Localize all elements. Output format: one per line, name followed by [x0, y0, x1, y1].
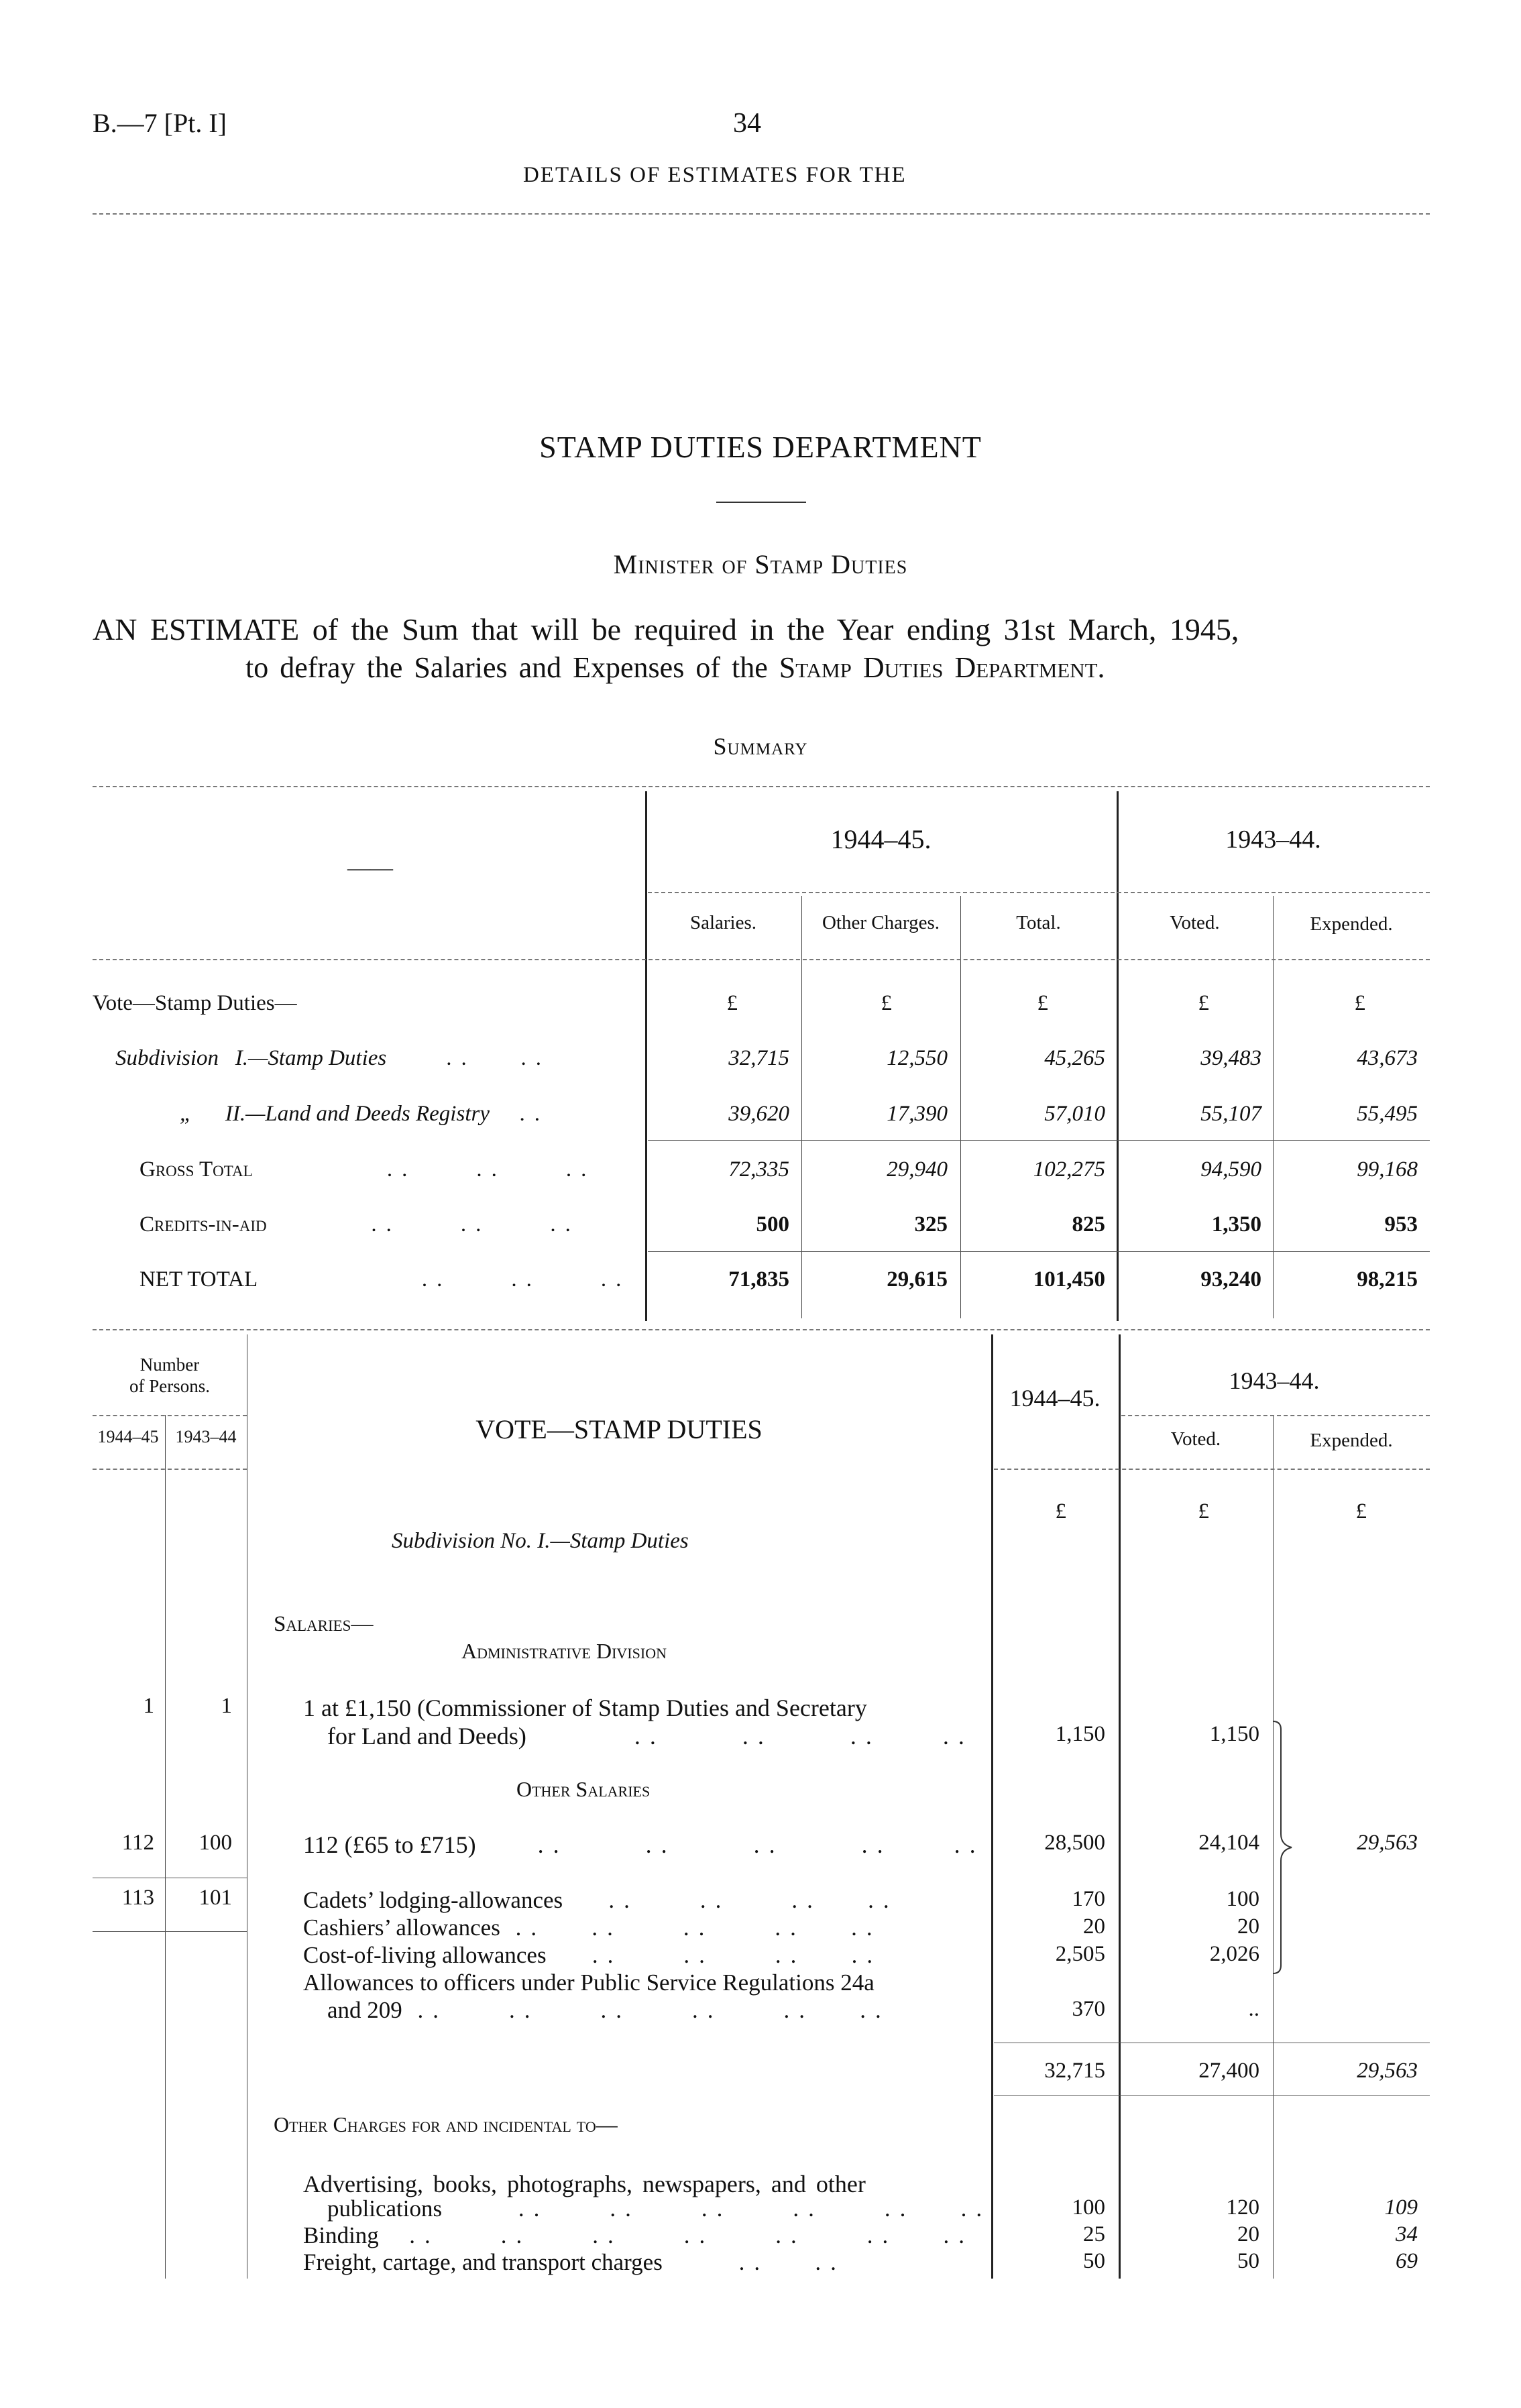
summary-cell: 39,483 — [1200, 1046, 1261, 1070]
vote-psr-voted: .. — [1248, 1997, 1259, 2021]
vote-currency-expended: £ — [1355, 1499, 1367, 1524]
summary-cell: 29,940 — [887, 1157, 948, 1182]
summary-gross-label: Gross Total — [139, 1157, 253, 1182]
vote-commissioner-line-1: 1 at £1,150 (Commissioner of Stamp Duties and Secretary — [303, 1695, 867, 1721]
vote-other-label-text: 112 (£65 to £715) — [303, 1831, 476, 1858]
title-rule — [716, 502, 806, 503]
minister-heading: Minister of Stamp Duties — [613, 549, 908, 579]
vote-col-year: 1944–45. — [1009, 1385, 1101, 1412]
summary-currency-other: £ — [881, 991, 892, 1015]
vote-charge-voted: 120 — [1226, 2195, 1259, 2220]
summary-row-label: Subdivision I.—Stamp Duties .. .. — [115, 1046, 551, 1070]
page-title: STAMP DUTIES DEPARTMENT — [539, 430, 982, 464]
vote-persons-p2: 100 — [199, 1831, 232, 1855]
vote-persons-p1: 1 — [143, 1694, 154, 1718]
vote-vline-est — [1119, 1334, 1121, 2279]
vote-subtotal-est: 32,715 — [1044, 2059, 1105, 2083]
summary-cell: 325 — [914, 1212, 948, 1237]
vote-commissioner-voted: 1,150 — [1209, 1722, 1259, 1746]
summary-row-label-b: I.—Stamp Duties — [235, 1046, 387, 1070]
summary-net-label: NET TOTAL — [139, 1267, 258, 1292]
vote-col-voted: Voted. — [1170, 1428, 1221, 1450]
summary-col-total: Total. — [1016, 912, 1061, 933]
vote-allowance-voted: 2,026 — [1209, 1942, 1259, 1966]
summary-cell: 43,673 — [1357, 1046, 1418, 1070]
vote-subtotal-voted: 27,400 — [1198, 2059, 1259, 2083]
summary-cell: 98,215 — [1357, 1267, 1418, 1292]
vote-charge-est: 100 — [1072, 2195, 1105, 2220]
vote-charge-est: 25 — [1083, 2222, 1105, 2246]
vote-prev-rule — [1121, 1415, 1430, 1416]
vote-psr-line-1: Allowances to officers under Public Service Regulations 24a — [303, 1969, 875, 1996]
vote-persons-p2: 1 — [221, 1694, 232, 1718]
summary-sub-rule — [648, 892, 1430, 893]
summary-row-label: Credits-in-aid .. .. .. — [139, 1212, 580, 1237]
vote-currency-est: £ — [1055, 1499, 1066, 1524]
summary-head-rule — [93, 959, 1430, 960]
vote-persons-heading-2: of Persons. — [129, 1376, 210, 1396]
summary-heading: Summary — [713, 733, 808, 760]
summary-cell: 1,350 — [1211, 1212, 1261, 1237]
summary-col-voted: Voted. — [1170, 912, 1220, 933]
vote-vline-p-mid — [165, 1415, 166, 2279]
summary-col-other: Other Charges. — [822, 912, 940, 933]
summary-stub-dash: —— — [347, 856, 393, 880]
vote-charge-expended: 34 — [1396, 2222, 1418, 2246]
vote-charge-est: 50 — [1083, 2249, 1105, 2273]
summary-cell: 99,168 — [1357, 1157, 1418, 1182]
vote-persons-p2: 101 — [199, 1886, 232, 1910]
vote-col-p1: 1944–45 — [97, 1427, 159, 1446]
vote-charge-label-2-text: publications — [327, 2195, 443, 2222]
vote-allowance-label: Cadets’ lodging-allowances .. .. .. .. — [303, 1887, 899, 1913]
intro-line-2-prefix: to defray the Salaries and Expenses of the — [245, 651, 779, 684]
summary-cell: 55,107 — [1200, 1102, 1261, 1126]
summary-gross-rule — [648, 1140, 1430, 1141]
summary-currency-voted: £ — [1198, 991, 1209, 1015]
summary-cell: 12,550 — [887, 1046, 948, 1070]
vote-commissioner-line-2-text: for Land and Deeds) — [327, 1723, 526, 1750]
vote-commissioner-est: 1,150 — [1055, 1722, 1105, 1746]
summary-row-label: „ II.—Land and Deeds Registry .. — [180, 1102, 549, 1126]
vote-persons-head-rule — [93, 1469, 247, 1470]
vote-col-p2: 1943–44 — [175, 1427, 237, 1446]
summary-cell: 825 — [1072, 1212, 1105, 1237]
vote-charge-voted: 20 — [1237, 2222, 1259, 2246]
vote-allowance-text: Cashiers’ allowances — [303, 1914, 500, 1941]
summary-net-rule — [648, 1251, 1430, 1252]
vote-charge-expended: 109 — [1384, 2195, 1418, 2220]
summary-cell: 39,620 — [728, 1102, 789, 1126]
summary-cell: 953 — [1384, 1212, 1418, 1237]
summary-cell: 29,615 — [887, 1267, 948, 1292]
vote-allowance-text: Cadets’ lodging-allowances — [303, 1887, 563, 1913]
summary-cell: 45,265 — [1044, 1046, 1105, 1070]
summary-cell: 71,835 — [728, 1267, 789, 1292]
vote-subdivision: Subdivision No. I.—Stamp Duties — [392, 1529, 689, 1553]
summary-top-rule — [93, 786, 1430, 787]
vote-heading: VOTE—STAMP DUTIES — [475, 1414, 763, 1444]
vote-allowance-label: Cashiers’ allowances .. .. .. .. .. — [303, 1914, 882, 1941]
summary-col-expended: Expended. — [1310, 913, 1393, 935]
summary-bottom-rule — [93, 1329, 1430, 1330]
page-number: 34 — [733, 108, 761, 139]
vote-other-est: 28,500 — [1044, 1831, 1105, 1855]
vote-other-charges-heading: Other Charges for and incidental to— — [274, 2112, 618, 2136]
vote-allowance-est: 20 — [1083, 1914, 1105, 1939]
vote-charge-label-text: Freight, cartage, and transport charges — [303, 2249, 663, 2275]
vote-allowance-est: 170 — [1072, 1887, 1105, 1911]
summary-currency-expended: £ — [1354, 991, 1365, 1015]
summary-row-label: Gross Total .. .. .. — [139, 1157, 596, 1182]
intro-line-2-dept: Stamp Duties Department. — [779, 651, 1105, 684]
vote-other-voted: 24,104 — [1198, 1831, 1259, 1855]
vote-psr-line-2-text: and 209 — [327, 1997, 402, 2023]
summary-vote-label: Vote—Stamp Duties— — [93, 991, 297, 1015]
summary-row-label-a: „ — [180, 1102, 192, 1126]
summary-row-label-a: Subdivision — [115, 1046, 219, 1070]
summary-col-prev: 1943–44. — [1225, 825, 1321, 854]
summary-cell: 17,390 — [887, 1102, 948, 1126]
vote-allowance-text: Cost-of-living allowances — [303, 1942, 547, 1968]
summary-col-year: 1944–45. — [830, 824, 932, 854]
vote-allowance-est: 2,505 — [1055, 1942, 1105, 1966]
summary-cell: 57,010 — [1044, 1102, 1105, 1126]
vote-col-expended: Expended. — [1310, 1430, 1393, 1451]
intro-line-2 — [245, 650, 1105, 685]
summary-row-label-b: II.—Land and Deeds Registry — [225, 1102, 490, 1126]
vote-charge-label-text: Binding — [303, 2222, 379, 2248]
vote-psr-est: 370 — [1072, 1997, 1105, 2021]
vote-allowance-voted: 100 — [1226, 1887, 1259, 1911]
summary-cell: 500 — [756, 1212, 789, 1237]
vote-head-rule — [994, 1469, 1430, 1470]
summary-currency-total: £ — [1037, 991, 1048, 1015]
summary-row-label: NET TOTAL .. .. .. — [139, 1267, 631, 1292]
vote-charge-label: Freight, cartage, and transport charges .. .. — [303, 2249, 846, 2275]
vote-other-salaries: Other Salaries — [516, 1777, 651, 1801]
vote-other-label: 112 (£65 to £715) .. .. .. .. .. — [303, 1831, 985, 1858]
vote-persons-rule — [93, 1415, 247, 1416]
vote-subtotal-expended: 29,563 — [1357, 2059, 1418, 2083]
vote-allowance-label: Cost-of-living allowances .. .. .. .. — [303, 1942, 883, 1968]
summary-cell: 101,450 — [1033, 1267, 1105, 1292]
summary-credits-label: Credits-in-aid — [139, 1212, 267, 1237]
vote-subtotal-rule-2 — [994, 2095, 1430, 2096]
summary-cell: 72,335 — [728, 1157, 789, 1182]
vote-bracket-expended: 29,563 — [1357, 1831, 1418, 1855]
vote-charge-label: Advertising, books, photographs, newspapers, and other — [303, 2171, 866, 2197]
summary-cell: 55,495 — [1357, 1102, 1418, 1126]
vote-commissioner-line-2: for Land and Deeds) .. .. .. .. — [327, 1723, 974, 1750]
summary-cell: 94,590 — [1200, 1157, 1261, 1182]
summary-cell: 93,240 — [1200, 1267, 1261, 1292]
header-rule — [93, 213, 1430, 215]
vote-allowance-voted: 20 — [1237, 1914, 1259, 1939]
vote-salaries-heading: Salaries— — [274, 1612, 374, 1636]
summary-col-salaries: Salaries. — [689, 912, 757, 933]
summary-currency-salaries: £ — [726, 991, 738, 1015]
vote-currency-voted: £ — [1198, 1499, 1209, 1524]
vote-persons-heading-1: Number — [139, 1355, 200, 1375]
vote-charge-expended: 69 — [1396, 2249, 1418, 2273]
vote-persons-p1: 112 — [121, 1831, 154, 1855]
vote-col-prev: 1943–44. — [1229, 1367, 1320, 1394]
vote-charge-voted: 50 — [1237, 2249, 1259, 2273]
summary-cell: 32,715 — [728, 1046, 789, 1070]
running-title: DETAILS OF ESTIMATES FOR THE — [523, 163, 907, 187]
vote-psr-line-2: and 209 .. .. .. .. .. .. — [327, 1997, 891, 2023]
vote-vline-desc — [991, 1334, 993, 2279]
summary-cell: 102,275 — [1033, 1157, 1105, 1182]
intro-line-1: AN ESTIMATE of the Sum that will be required in the Year ending 31st March, 1945, — [93, 612, 1239, 646]
doc-code: B.—7 [Pt. I] — [93, 108, 227, 138]
vote-persons-total-rule-2 — [93, 1931, 247, 1932]
vote-admin-division: Administrative Division — [461, 1639, 667, 1663]
vote-persons-p1: 113 — [121, 1886, 154, 1910]
vote-charge-label: Binding .. .. .. .. .. .. .. — [303, 2222, 974, 2248]
vote-charge-label-2: publications .. .. .. .. .. .. — [327, 2195, 992, 2222]
